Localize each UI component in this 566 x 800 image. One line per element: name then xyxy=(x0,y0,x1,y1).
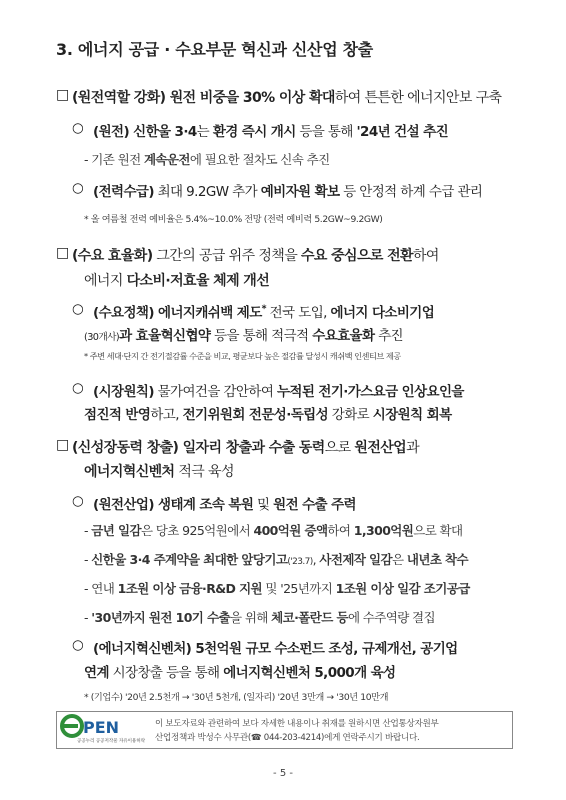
c6-line1 xyxy=(93,637,458,657)
body-text: 추진 xyxy=(374,328,403,344)
body-text: 시장창출 등을 통해 xyxy=(108,665,224,681)
emphasis-text: 전기위원회 전문성·독립성 xyxy=(182,407,329,423)
emphasis-text: '30년까지 원전 10기 수출 xyxy=(91,610,230,625)
circle-marker-4: ○ xyxy=(72,380,84,396)
sec3-line2 xyxy=(84,461,234,481)
emphasis-text: 에너지혁신벤처 xyxy=(84,464,175,480)
emphasis-text: 점진적 반영 xyxy=(84,407,151,423)
emphasis-text: (수요 효율화) xyxy=(72,248,153,264)
emphasis-text: 시장원칙 회복 xyxy=(372,407,452,423)
emphasis-text: 금년 일감 xyxy=(91,523,141,538)
circle-marker-1: ○ xyxy=(72,120,84,136)
emphasis-text: 환경 즉시 개시 xyxy=(212,124,296,140)
d5-line xyxy=(84,608,435,626)
contact-footer-box xyxy=(56,711,513,749)
emphasis-text: 사전제작 일감 xyxy=(319,552,393,567)
emphasis-text: 내년초 착수 xyxy=(406,552,469,567)
emphasis-text: 예비자원 확보 xyxy=(260,184,340,200)
d3-line xyxy=(84,550,468,568)
body-text: 전국 도입, xyxy=(265,305,331,321)
body-text: 등 안정적 하계 수급 관리 xyxy=(339,184,483,200)
body-text: 을 위해 xyxy=(229,610,272,625)
body-text: 과 xyxy=(406,440,420,456)
emphasis-text: 1조원 이상 금융·R&D 지원 xyxy=(117,581,263,596)
emphasis-text: 원전 수출 주력 xyxy=(273,497,356,513)
emphasis-text: 수요효율화 xyxy=(312,328,375,344)
body-text: 에너지 xyxy=(84,273,127,289)
emphasis-text: 원전산업 xyxy=(354,440,407,456)
note-1: * 올 여름철 전력 예비율은 5.4%~10.0% 전망 (전력 예비력 5.2GW~9.2GW) xyxy=(84,214,383,225)
body-text: 등을 통해 적극적 xyxy=(210,328,313,344)
body-text: - 연내 xyxy=(84,581,118,596)
body-text: - xyxy=(84,552,92,567)
emphasis-text: (원전) 신한울 3·4 xyxy=(93,124,197,140)
c3-line2 xyxy=(84,324,403,344)
emphasis-text: 에너지혁신벤처 5,000개 육성 xyxy=(223,665,396,681)
section-heading: 3. 에너지 공급 · 수요부문 혁신과 신산업 창출 xyxy=(56,40,373,59)
body-text: 물가여건을 감안하여 xyxy=(153,384,277,400)
emphasis-text: 계속운전 xyxy=(143,152,190,167)
emphasis-text: (원전역할 강화) 원전 비중을 30% 이상 확대 xyxy=(72,90,335,106)
footer-line-1: 이 보도자료와 관련하여 보다 자세한 내용이나 취재를 원하시면 산업통상자원부 xyxy=(155,719,439,729)
emphasis-text: 1조원 이상 일감 조기공급 xyxy=(335,581,470,596)
body-text: 에 수주역량 결집 xyxy=(347,610,436,625)
d4-line xyxy=(84,579,470,597)
emphasis-text: (에너지혁신벤처) 5천억원 규모 수소펀드 조성, 규제개선, 공기업 xyxy=(93,641,458,657)
body-text: (30개사) xyxy=(84,332,120,343)
emphasis-text: (수요정책) 에너지캐쉬백 제도 xyxy=(93,305,262,321)
body-text: - xyxy=(84,523,92,538)
body-text: 으로 xyxy=(324,440,355,456)
body-text: 하여 xyxy=(412,248,439,264)
emphasis-text: '24년 건설 추진 xyxy=(356,124,449,140)
emphasis-text: (시장원칙) xyxy=(93,384,154,400)
footer-line-2: 산업정책과 박성수 사무관(☎ 044-203-4214)에게 연락주시기 바랍니다. xyxy=(155,733,420,743)
d1-line xyxy=(84,150,330,168)
body-text: ('23.7) xyxy=(287,557,313,567)
emphasis-text: 1,300억원 xyxy=(353,523,414,538)
logo-subtitle: 공공누리 공공저작물 자유이용허락 xyxy=(77,739,146,744)
emphasis-text: 400억원 증액 xyxy=(253,523,328,538)
body-text: 그간의 공급 위주 정책을 xyxy=(152,248,301,264)
note-2: * 주변 세대·단지 간 전기절감률 수준을 비교, 평균보다 높은 절감률 달성시 캐쉬백 인센티브 제공 xyxy=(84,351,401,361)
svg-text:PEN: PEN xyxy=(83,718,120,737)
c3-line1 xyxy=(93,301,434,321)
sec3-line1 xyxy=(72,437,419,457)
body-text: 적극 육성 xyxy=(174,464,234,480)
d2-line xyxy=(84,521,463,539)
emphasis-text: 누적된 전기·가스요금 인상요인을 xyxy=(276,384,464,400)
c4-line1 xyxy=(93,380,464,400)
body-text: 에 필요한 절차도 신속 추진 xyxy=(189,152,330,167)
emphasis-text: 과 효율혁신협약 xyxy=(119,328,211,344)
body-text: 는 xyxy=(196,124,213,140)
section-bullet-3: □ xyxy=(56,437,69,453)
circle-marker-5: ○ xyxy=(72,493,84,509)
emphasis-text: 수요 중심으로 전환 xyxy=(301,248,413,264)
emphasis-text: (신성장동력 창출) 일자리 창출과 수출 동력 xyxy=(72,440,325,456)
body-text: 하여 xyxy=(327,523,354,538)
emphasis-text: (전력수급) xyxy=(93,184,154,200)
emphasis-text: 신한울 3·4 주계약을 최대한 앞당기고 xyxy=(91,552,288,567)
c4-line2 xyxy=(84,403,452,423)
sec1-line1 xyxy=(72,87,501,107)
emphasis-text: 연계 xyxy=(84,665,109,681)
body-text: 하여 튼튼한 에너지안보 구축 xyxy=(334,90,502,106)
sec2-line1 xyxy=(72,245,439,265)
body-text: 으로 확대 xyxy=(413,523,463,538)
c6-line2 xyxy=(84,661,396,681)
circle-marker-6: ○ xyxy=(72,637,84,653)
body-text: 은 xyxy=(392,552,407,567)
section-bullet-1: □ xyxy=(56,87,69,103)
body-text: 최대 9.2GW 추가 xyxy=(153,184,261,200)
body-text: 은 당초 925억원에서 xyxy=(140,523,254,538)
note-3: * (기업수) '20년 2.5천개 → '30년 5천개, (일자리) '20년 3만개 → '30년 10만개 xyxy=(84,692,389,703)
circle-marker-3: ○ xyxy=(72,301,84,317)
emphasis-text: 다소비·저효율 체제 개선 xyxy=(126,273,270,289)
body-text: 하고, xyxy=(150,407,183,423)
body-text: 강화로 xyxy=(328,407,373,423)
emphasis-text: (원전산업) 생태계 조속 복원 xyxy=(93,497,254,513)
c5-line xyxy=(93,493,356,513)
body-text: 등을 통해 xyxy=(295,124,357,140)
emphasis-text: * xyxy=(261,303,266,315)
body-text: 및 '25년까지 xyxy=(262,581,336,596)
emphasis-text: 체코·폴란드 등 xyxy=(271,610,348,625)
section-bullet-2: □ xyxy=(56,245,69,261)
open-license-logo xyxy=(59,714,147,744)
c1-line xyxy=(93,120,448,140)
circle-marker-2: ○ xyxy=(72,180,84,196)
body-text: - xyxy=(84,610,92,625)
body-text: , xyxy=(312,552,320,567)
emphasis-text: 에너지 다소비기업 xyxy=(330,305,435,321)
c2-line xyxy=(93,180,482,200)
page-number: - 5 - xyxy=(273,768,293,779)
sec2-line2 xyxy=(84,270,269,290)
body-text: - 기존 원전 xyxy=(84,152,144,167)
body-text: 및 xyxy=(253,497,274,513)
